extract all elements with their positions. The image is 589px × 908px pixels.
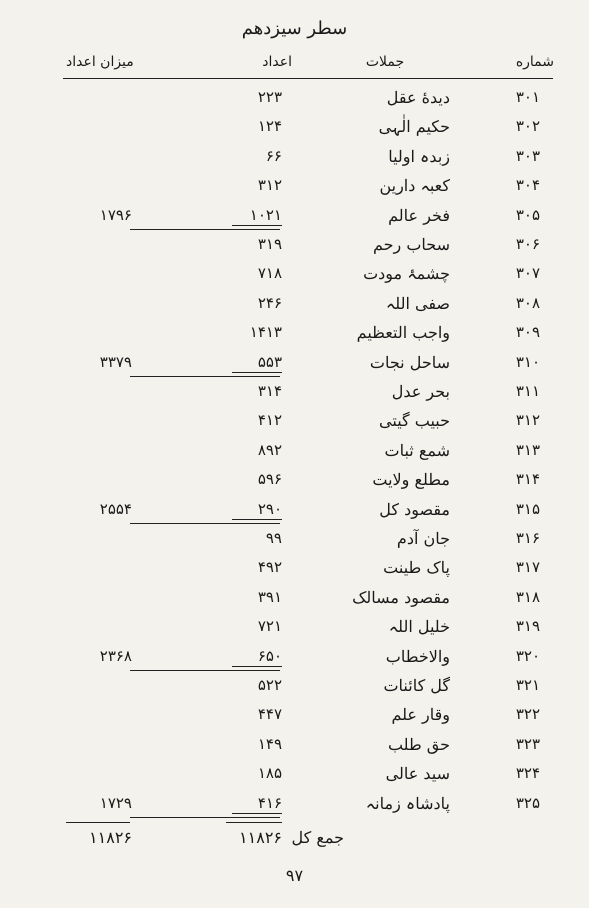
row-phrase: بحر عدل xyxy=(391,382,450,401)
column-header-phrase: جملات xyxy=(365,54,405,70)
row-value: ۴۱۲ xyxy=(257,411,282,430)
row-value: ۵۲۲ xyxy=(257,676,282,694)
row-value: ۲۲۳ xyxy=(257,88,282,106)
row-number: ۳۰۹ xyxy=(515,323,540,342)
row-number: ۳۱۰ xyxy=(515,352,540,371)
row-value: ۴۴۷ xyxy=(257,705,282,724)
row-phrase: کعبہ دارین xyxy=(379,176,450,196)
row-phrase: حق طلب xyxy=(387,734,450,754)
row-value: ۱۸۵ xyxy=(257,764,282,783)
row-subtotal: ۲۵۵۴ xyxy=(99,499,132,518)
row-phrase: زبدہ اولیا xyxy=(388,146,450,166)
row-phrase: واجب التعظیم xyxy=(356,323,450,343)
row-phrase: مقصود کل xyxy=(379,499,450,519)
row-phrase: حکیم الٰہی xyxy=(378,117,450,137)
row-phrase: وقار علم xyxy=(391,705,450,725)
page-number: ۹۷ xyxy=(285,866,304,885)
row-phrase: مقصود مسالک xyxy=(352,587,450,607)
row-number: ۳۱۸ xyxy=(515,587,540,606)
row-value: ۱۰۲۱ xyxy=(232,206,282,226)
row-number: ۳۲۲ xyxy=(515,705,540,724)
row-number: ۳۱۱ xyxy=(515,382,540,400)
row-phrase: فخر عالم xyxy=(388,205,450,225)
row-phrase: جان آدم xyxy=(396,529,450,548)
table-row xyxy=(0,260,589,290)
row-number: ۳۰۸ xyxy=(515,293,540,312)
row-phrase: حبیب گیتی xyxy=(379,411,450,431)
table-row xyxy=(0,202,589,232)
row-phrase: چشمۂ مودت xyxy=(363,264,450,284)
subtotal-rule xyxy=(130,817,280,818)
row-value: ۹۹ xyxy=(265,529,282,547)
row-phrase: صفی اللہ xyxy=(385,293,450,313)
table-row xyxy=(0,760,589,790)
table-row xyxy=(0,319,589,349)
row-value: ۲۹۰ xyxy=(232,500,282,520)
grand-total-row xyxy=(0,822,589,858)
table-row xyxy=(0,584,589,614)
row-value: ۳۱۲ xyxy=(257,176,282,195)
row-value: ۳۹۱ xyxy=(257,587,282,606)
row-number: ۳۰۷ xyxy=(515,264,540,283)
table-row xyxy=(0,437,589,467)
row-phrase: والاخطاب xyxy=(385,646,450,666)
row-phrase: سحاب رحم xyxy=(372,235,450,254)
row-phrase: سید عالی xyxy=(385,764,450,784)
row-phrase: خلیل اللہ xyxy=(388,617,450,637)
row-value: ۱۴۱۳ xyxy=(249,323,282,342)
row-phrase: پاک طینت xyxy=(383,558,450,578)
row-subtotal: ۲۳۶۸ xyxy=(99,646,132,665)
row-value: ۳۱۴ xyxy=(257,382,282,400)
row-number: ۳۲۴ xyxy=(515,764,540,783)
row-value: ۱۴۹ xyxy=(257,734,282,753)
row-number: ۳۱۹ xyxy=(515,617,540,636)
row-value: ۸۹۲ xyxy=(257,440,282,459)
table-row xyxy=(0,143,589,173)
row-value: ۷۱۸ xyxy=(257,264,282,283)
row-number: ۳۲۱ xyxy=(515,676,540,694)
row-number: ۳۰۴ xyxy=(515,176,540,195)
row-number: ۳۱۵ xyxy=(515,499,540,518)
row-phrase: مطلع ولایت xyxy=(372,470,450,490)
row-value: ۷۲۱ xyxy=(257,617,282,636)
row-number: ۳۰۱ xyxy=(515,88,540,106)
row-number: ۳۰۳ xyxy=(515,146,540,165)
row-value: ۴۹۲ xyxy=(257,558,282,577)
subtotal-rule xyxy=(130,376,280,377)
row-number: ۳۱۲ xyxy=(515,411,540,430)
row-value: ۱۲۴ xyxy=(257,117,282,136)
row-phrase: ساحل نجات xyxy=(369,352,450,372)
row-number: ۳۱۶ xyxy=(515,529,540,547)
row-number: ۳۲۵ xyxy=(515,793,540,812)
row-phrase: پادشاہ زمانہ xyxy=(365,793,450,813)
row-number: ۳۱۷ xyxy=(515,558,540,577)
grand-total-label: جمع کل xyxy=(291,828,344,847)
table-row xyxy=(0,407,589,437)
row-phrase: دیدهٔ عقل xyxy=(386,88,450,107)
row-number: ۳۲۰ xyxy=(515,646,540,665)
row-value: ۶۵۰ xyxy=(232,647,282,667)
row-number: ۳۱۳ xyxy=(515,440,540,459)
table-row xyxy=(0,672,589,702)
table-row xyxy=(0,290,589,320)
table-row xyxy=(0,554,589,584)
table-row xyxy=(0,643,589,673)
column-header-total: میزان اعداد xyxy=(66,54,134,70)
table-row xyxy=(0,231,589,261)
table-row xyxy=(0,172,589,202)
row-value: ۶۶ xyxy=(265,146,282,165)
row-subtotal: ۱۷۹۶ xyxy=(99,205,132,224)
table-row xyxy=(0,349,589,379)
subtotal-rule xyxy=(130,229,280,230)
row-number: ۳۰۶ xyxy=(515,235,540,253)
row-number: ۳۲۳ xyxy=(515,734,540,753)
grand-total-sum: ۱۱۸۲۶ xyxy=(89,828,132,847)
page-heading: سطر سیزدهم xyxy=(241,18,348,39)
table-row xyxy=(0,613,589,643)
table-row xyxy=(0,84,589,114)
table-row xyxy=(0,466,589,496)
row-number: ۳۰۲ xyxy=(515,117,540,136)
table-row xyxy=(0,701,589,731)
header-rule xyxy=(63,78,553,79)
table-row xyxy=(0,378,589,408)
column-header-number: شماره xyxy=(515,54,554,70)
row-number: ۳۰۵ xyxy=(515,205,540,224)
row-number: ۳۱۴ xyxy=(515,470,540,489)
row-value: ۴۱۶ xyxy=(232,794,282,814)
table-row xyxy=(0,731,589,761)
row-value: ۵۵۳ xyxy=(232,353,282,373)
table-row xyxy=(0,113,589,143)
table-row xyxy=(0,496,589,526)
table-row xyxy=(0,790,589,820)
grand-total-value: ۱۱۸۲۶ xyxy=(239,828,282,847)
column-header-value: اعداد xyxy=(262,54,292,70)
row-phrase: گل کائنات xyxy=(383,676,450,695)
subtotal-rule xyxy=(130,523,280,524)
row-value: ۲۴۶ xyxy=(257,293,282,312)
row-phrase: شمع ثبات xyxy=(384,440,450,460)
table-row xyxy=(0,525,589,555)
row-subtotal: ۳۳۷۹ xyxy=(99,352,132,371)
row-subtotal: ۱۷۲۹ xyxy=(99,793,132,812)
row-value: ۵۹۶ xyxy=(257,470,282,489)
subtotal-rule xyxy=(130,670,280,671)
row-value: ۳۱۹ xyxy=(257,235,282,253)
